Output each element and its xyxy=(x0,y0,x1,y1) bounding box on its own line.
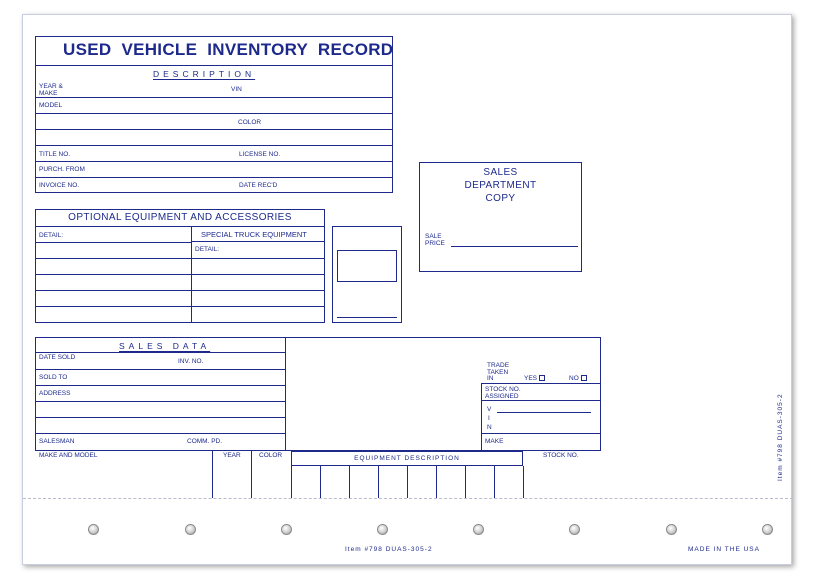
bottom-div-1 xyxy=(212,451,213,498)
binder-hole xyxy=(666,524,677,535)
trade-no-label: NO xyxy=(569,375,579,382)
trade-make-label: MAKE xyxy=(485,438,504,445)
opt-line-6 xyxy=(35,306,325,307)
license-no-label: LICENSE NO. xyxy=(239,151,281,158)
binder-hole xyxy=(762,524,773,535)
salesman-label: SALESMAN xyxy=(39,438,75,445)
sd-line-2 xyxy=(35,385,285,386)
equip-col-3 xyxy=(378,466,379,498)
trade-yes-option[interactable] xyxy=(524,375,545,382)
desc-line-5 xyxy=(35,161,393,162)
date-sold-label: DATE SOLD xyxy=(39,354,76,361)
opt-line-0 xyxy=(35,226,325,227)
binder-hole xyxy=(569,524,580,535)
equip-col-4 xyxy=(407,466,408,498)
trade-line-2 xyxy=(481,433,601,434)
purch-from-label: PURCH. FROM xyxy=(39,166,85,173)
stock-no-label: STOCK NO. xyxy=(543,452,579,459)
trade-line-0 xyxy=(481,383,601,384)
vin-v-label: V xyxy=(487,406,492,413)
vin-i-label: I xyxy=(488,415,490,422)
binder-hole xyxy=(377,524,388,535)
equip-col-7 xyxy=(494,466,495,498)
sd-line-0 xyxy=(35,352,285,353)
perforation-line xyxy=(23,498,793,499)
equip-col-6 xyxy=(465,466,466,498)
trade-taken-in-label: TRADE TAKEN IN xyxy=(487,362,510,382)
trade-divider xyxy=(481,383,482,451)
opt-detail-right: DETAIL: xyxy=(195,246,220,253)
sale-price-line xyxy=(451,246,578,247)
opt-detail-left: DETAIL: xyxy=(39,232,64,239)
window-inner-box xyxy=(337,250,397,282)
binder-hole xyxy=(473,524,484,535)
invoice-no-label: INVOICE NO. xyxy=(39,182,80,189)
sales-copy-line2: DEPARTMENT xyxy=(464,180,537,191)
optional-header: OPTIONAL EQUIPMENT AND ACCESSORIES xyxy=(68,212,292,223)
opt-line-3 xyxy=(35,258,325,259)
binder-hole xyxy=(185,524,196,535)
opt-line-4 xyxy=(35,274,325,275)
address-label: ADDRESS xyxy=(39,390,71,397)
trade-yes-checkbox[interactable] xyxy=(539,375,545,381)
inventory-form-page xyxy=(22,14,792,565)
item-number-center: Item #798 DUAS-305-2 xyxy=(345,546,433,553)
color-label: COLOR xyxy=(238,119,262,126)
trade-yes-label: YES xyxy=(524,375,538,382)
date-recd-label: DATE REC'D xyxy=(239,182,278,189)
desc-line-2 xyxy=(35,113,393,114)
desc-line-6 xyxy=(35,177,393,178)
opt-line-5 xyxy=(35,290,325,291)
window-bottom-line xyxy=(337,317,397,318)
binder-hole xyxy=(281,524,292,535)
model-label: MODEL xyxy=(39,102,63,109)
year-make-label: YEAR & MAKE xyxy=(39,83,63,97)
sd-line-5 xyxy=(35,433,285,434)
desc-line-4 xyxy=(35,145,393,146)
sales-copy-line3: COPY xyxy=(485,193,516,204)
sale-price-label: SALE PRICE xyxy=(425,233,445,247)
sold-to-label: SOLD TO xyxy=(39,374,68,381)
vin-line-v xyxy=(497,412,591,413)
vin-label: VIN xyxy=(231,86,242,93)
equipment-description-label: EQUIPMENT DESCRIPTION xyxy=(354,455,460,462)
bottom-div-2 xyxy=(251,451,252,498)
inv-no-label: INV. NO. xyxy=(178,358,204,365)
bottom-color-label: COLOR xyxy=(259,452,283,459)
form-title: USED VEHICLE INVENTORY RECORD xyxy=(63,40,394,59)
year-label: YEAR xyxy=(223,452,241,459)
sd-line-3 xyxy=(35,401,285,402)
stock-no-assigned-label: STOCK NO. ASSIGNED xyxy=(485,386,521,400)
equip-col-8 xyxy=(523,466,524,498)
made-in-usa: MADE IN THE USA xyxy=(688,546,760,553)
item-number-side: Item #798 DUAS-305-2 xyxy=(777,393,784,481)
comm-pd-label: COMM. PD. xyxy=(187,438,223,445)
sales-copy-line1: SALES xyxy=(483,167,518,178)
desc-line-1 xyxy=(35,97,393,98)
sd-line-4 xyxy=(35,417,285,418)
sales-data-divider xyxy=(285,337,286,451)
trade-line-1 xyxy=(481,400,601,401)
equip-col-2 xyxy=(349,466,350,498)
sales-copy-box xyxy=(419,162,582,272)
desc-line-3 xyxy=(35,129,393,130)
opt-line-2 xyxy=(35,242,191,243)
binder-hole xyxy=(88,524,99,535)
opt-line-1 xyxy=(191,241,325,242)
description-header: DESCRIPTION xyxy=(153,69,256,79)
equip-col-5 xyxy=(436,466,437,498)
title-divider xyxy=(35,65,393,66)
sales-data-header: SALES DATA xyxy=(119,341,211,351)
trade-no-checkbox[interactable] xyxy=(581,375,587,381)
special-truck-label: SPECIAL TRUCK EQUIPMENT xyxy=(201,230,307,239)
title-no-label: TITLE NO. xyxy=(39,151,71,158)
vin-n-label: N xyxy=(487,424,492,431)
make-model-label: MAKE AND MODEL xyxy=(39,452,98,459)
equip-col-1 xyxy=(320,466,321,498)
trade-no-option[interactable] xyxy=(569,375,587,382)
sd-line-1 xyxy=(35,369,285,370)
